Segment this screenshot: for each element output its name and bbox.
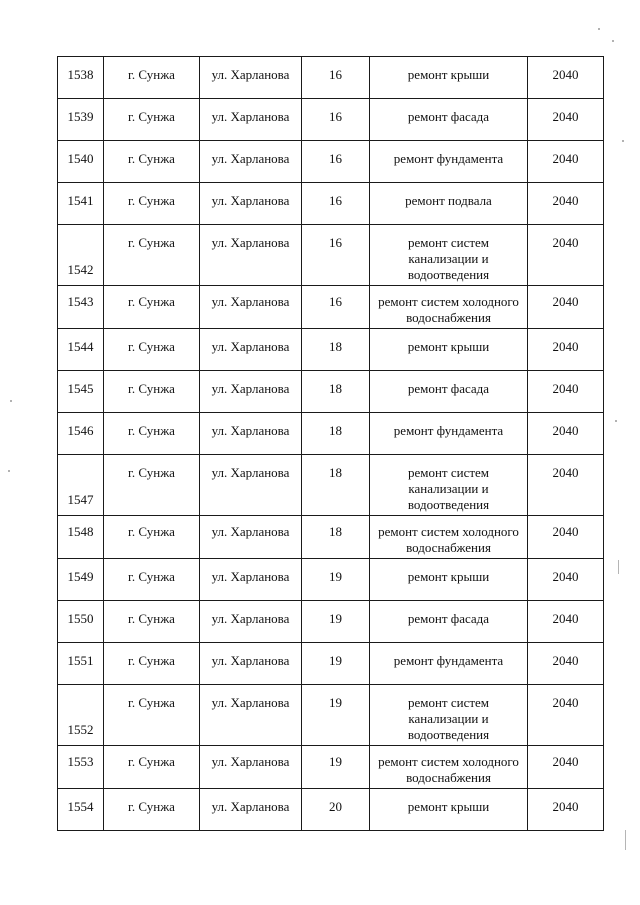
table-row — [58, 601, 604, 643]
year-cell: 2040 — [528, 559, 604, 601]
street-cell: ул. Харланова — [200, 371, 302, 413]
year-cell: 2040 — [528, 789, 604, 831]
city-cell: г. Сунжа — [104, 371, 200, 413]
work-type-cell: ремонт систем холодного водоснабжения — [370, 286, 528, 329]
table-row — [58, 286, 604, 329]
city-cell: г. Сунжа — [104, 286, 200, 329]
table-row — [58, 413, 604, 455]
scan-speck — [10, 400, 12, 402]
row-number-cell: 1541 — [58, 183, 104, 225]
house-number-cell: 19 — [302, 685, 370, 746]
table-row — [58, 746, 604, 789]
year-cell: 2040 — [528, 141, 604, 183]
work-type-cell: ремонт крыши — [370, 559, 528, 601]
city-cell: г. Сунжа — [104, 789, 200, 831]
city-cell: г. Сунжа — [104, 601, 200, 643]
street-cell: ул. Харланова — [200, 516, 302, 559]
work-type-cell: ремонт фундамента — [370, 141, 528, 183]
row-number-cell: 1545 — [58, 371, 104, 413]
year-cell: 2040 — [528, 99, 604, 141]
table-row — [58, 559, 604, 601]
table-row — [58, 685, 604, 746]
house-number-cell: 16 — [302, 99, 370, 141]
row-number-cell: 1540 — [58, 141, 104, 183]
year-cell: 2040 — [528, 225, 604, 286]
scan-speck — [8, 470, 10, 472]
work-type-cell: ремонт крыши — [370, 57, 528, 99]
work-type-cell: ремонт систем канализации и водоотведения — [370, 225, 528, 286]
table-row — [58, 516, 604, 559]
house-number-cell: 18 — [302, 371, 370, 413]
house-number-cell: 18 — [302, 455, 370, 516]
table-row — [58, 99, 604, 141]
house-number-cell: 18 — [302, 329, 370, 371]
city-cell: г. Сунжа — [104, 141, 200, 183]
city-cell: г. Сунжа — [104, 685, 200, 746]
table-row — [58, 141, 604, 183]
row-number-cell: 1551 — [58, 643, 104, 685]
work-type-cell: ремонт фундамента — [370, 413, 528, 455]
year-cell: 2040 — [528, 685, 604, 746]
table-row — [58, 57, 604, 99]
row-number-cell: 1553 — [58, 746, 104, 789]
city-cell: г. Сунжа — [104, 643, 200, 685]
year-cell: 2040 — [528, 643, 604, 685]
street-cell: ул. Харланова — [200, 99, 302, 141]
work-type-cell: ремонт фасада — [370, 371, 528, 413]
street-cell: ул. Харланова — [200, 329, 302, 371]
house-number-cell: 16 — [302, 141, 370, 183]
city-cell: г. Сунжа — [104, 413, 200, 455]
scan-mark — [618, 560, 619, 574]
street-cell: ул. Харланова — [200, 57, 302, 99]
city-cell: г. Сунжа — [104, 329, 200, 371]
house-number-cell: 16 — [302, 286, 370, 329]
year-cell: 2040 — [528, 413, 604, 455]
street-cell: ул. Харланова — [200, 601, 302, 643]
street-cell: ул. Харланова — [200, 141, 302, 183]
work-type-cell: ремонт фундамента — [370, 643, 528, 685]
scan-speck — [622, 140, 624, 142]
row-number-cell: 1554 — [58, 789, 104, 831]
year-cell: 2040 — [528, 371, 604, 413]
year-cell: 2040 — [528, 516, 604, 559]
row-number-cell: 1550 — [58, 601, 104, 643]
scan-speck — [615, 420, 617, 422]
row-number-cell: 1539 — [58, 99, 104, 141]
house-number-cell: 19 — [302, 746, 370, 789]
street-cell: ул. Харланова — [200, 413, 302, 455]
work-type-cell: ремонт систем холодного водоснабжения — [370, 746, 528, 789]
city-cell: г. Сунжа — [104, 559, 200, 601]
table-row — [58, 183, 604, 225]
row-number-cell: 1542 — [58, 225, 104, 286]
row-number-cell: 1548 — [58, 516, 104, 559]
row-number-cell: 1549 — [58, 559, 104, 601]
street-cell: ул. Харланова — [200, 225, 302, 286]
work-type-cell: ремонт подвала — [370, 183, 528, 225]
street-cell: ул. Харланова — [200, 455, 302, 516]
year-cell: 2040 — [528, 286, 604, 329]
street-cell: ул. Харланова — [200, 789, 302, 831]
house-number-cell: 19 — [302, 559, 370, 601]
row-number-cell: 1552 — [58, 685, 104, 746]
house-number-cell: 16 — [302, 57, 370, 99]
work-type-cell: ремонт систем канализации и водоотведения — [370, 455, 528, 516]
work-type-cell: ремонт фасада — [370, 99, 528, 141]
house-number-cell: 18 — [302, 516, 370, 559]
house-number-cell: 19 — [302, 601, 370, 643]
city-cell: г. Сунжа — [104, 746, 200, 789]
table-row — [58, 455, 604, 516]
table-row — [58, 789, 604, 831]
house-number-cell: 16 — [302, 225, 370, 286]
street-cell: ул. Харланова — [200, 559, 302, 601]
work-type-cell: ремонт фасада — [370, 601, 528, 643]
city-cell: г. Сунжа — [104, 516, 200, 559]
table-row — [58, 225, 604, 286]
work-type-cell: ремонт систем канализации и водоотведения — [370, 685, 528, 746]
street-cell: ул. Харланова — [200, 643, 302, 685]
row-number-cell: 1547 — [58, 455, 104, 516]
house-number-cell: 16 — [302, 183, 370, 225]
street-cell: ул. Харланова — [200, 685, 302, 746]
city-cell: г. Сунжа — [104, 183, 200, 225]
row-number-cell: 1538 — [58, 57, 104, 99]
table-row — [58, 371, 604, 413]
house-number-cell: 19 — [302, 643, 370, 685]
work-type-cell: ремонт систем холодного водоснабжения — [370, 516, 528, 559]
table-body — [58, 57, 604, 831]
row-number-cell: 1546 — [58, 413, 104, 455]
scan-speck — [598, 28, 600, 30]
row-number-cell: 1544 — [58, 329, 104, 371]
year-cell: 2040 — [528, 183, 604, 225]
street-cell: ул. Харланова — [200, 183, 302, 225]
city-cell: г. Сунжа — [104, 225, 200, 286]
city-cell: г. Сунжа — [104, 455, 200, 516]
table-row — [58, 643, 604, 685]
city-cell: г. Сунжа — [104, 99, 200, 141]
work-type-cell: ремонт крыши — [370, 789, 528, 831]
work-type-cell: ремонт крыши — [370, 329, 528, 371]
repair-schedule-table — [57, 56, 604, 831]
scan-mark — [625, 830, 626, 850]
house-number-cell: 20 — [302, 789, 370, 831]
year-cell: 2040 — [528, 746, 604, 789]
row-number-cell: 1543 — [58, 286, 104, 329]
table-row — [58, 329, 604, 371]
scan-speck — [612, 40, 614, 42]
city-cell: г. Сунжа — [104, 57, 200, 99]
house-number-cell: 18 — [302, 413, 370, 455]
year-cell: 2040 — [528, 57, 604, 99]
street-cell: ул. Харланова — [200, 286, 302, 329]
year-cell: 2040 — [528, 601, 604, 643]
year-cell: 2040 — [528, 455, 604, 516]
year-cell: 2040 — [528, 329, 604, 371]
street-cell: ул. Харланова — [200, 746, 302, 789]
